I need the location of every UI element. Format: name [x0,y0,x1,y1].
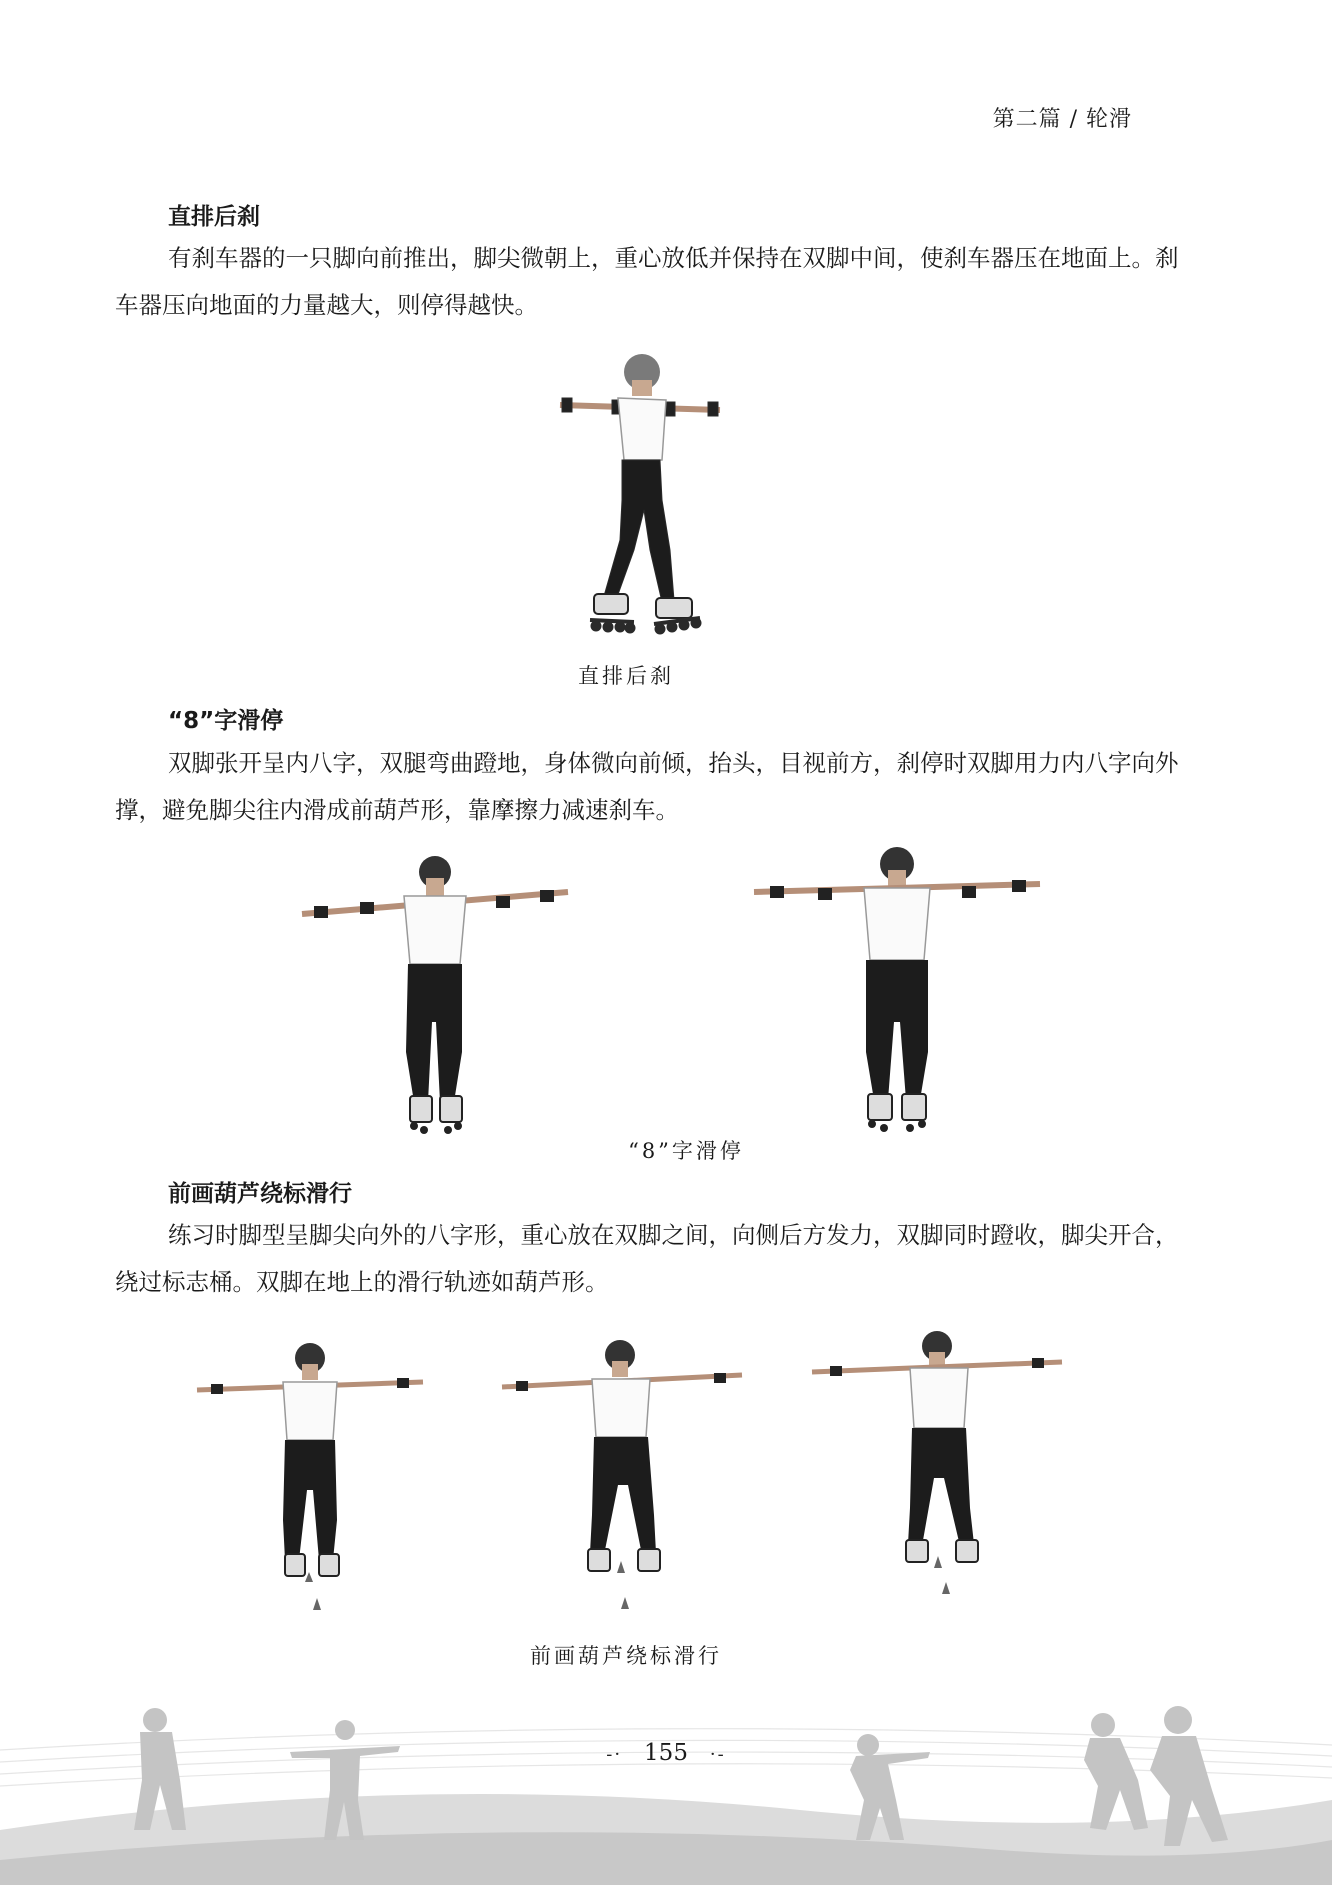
section-title-2: “8”字滑停 [168,708,284,734]
figure-inline-brake [550,350,730,650]
section-body-1: 有刹车器的一只脚向前推出，脚尖微朝上，重心放低并保持在双脚中间，使刹车器压在地面上。刹车器压向地面的力量越大，则停得越快。 [115,244,1179,319]
figure-gourd-slalom-3 [810,1328,1066,1606]
footer-decoration [0,1690,1332,1885]
figure-eight-stop-left [300,852,570,1137]
page-mark-left: -· [606,1744,623,1765]
figure-caption-3: 前画葫芦绕标滑行 [530,1644,722,1668]
page-number-line [0,1740,1332,1766]
figure-gourd-slalom-2 [500,1335,745,1620]
section-body-3: 练习时脚型呈脚尖向外的八字形，重心放在双脚之间，向侧后方发力，双脚同时蹬收，脚尖开合，绕过标志桶。双脚在地上的滑行轨迹如葫芦形。 [115,1221,1179,1296]
section-title-1: 直排后刹 [168,204,260,230]
figure-caption-2: “8”字滑停 [628,1139,744,1163]
page-number: 155 [644,1740,688,1766]
figure-gourd-slalom-1 [195,1340,425,1620]
running-title: 第二篇 / 轮滑 [992,107,1132,132]
page-mark-right: ·- [709,1744,726,1765]
figure-caption-1: 直排后刹 [578,664,674,688]
section-title-3: 前画葫芦绕标滑行 [168,1181,352,1207]
section-body-2: 双脚张开呈内八字，双腿弯曲蹬地，身体微向前倾，抬头，目视前方，刹停时双脚用力内八字向外撑，避免脚尖往内滑成前葫芦形，靠摩擦力减速刹车。 [115,749,1179,824]
figure-eight-stop-right [752,842,1042,1137]
